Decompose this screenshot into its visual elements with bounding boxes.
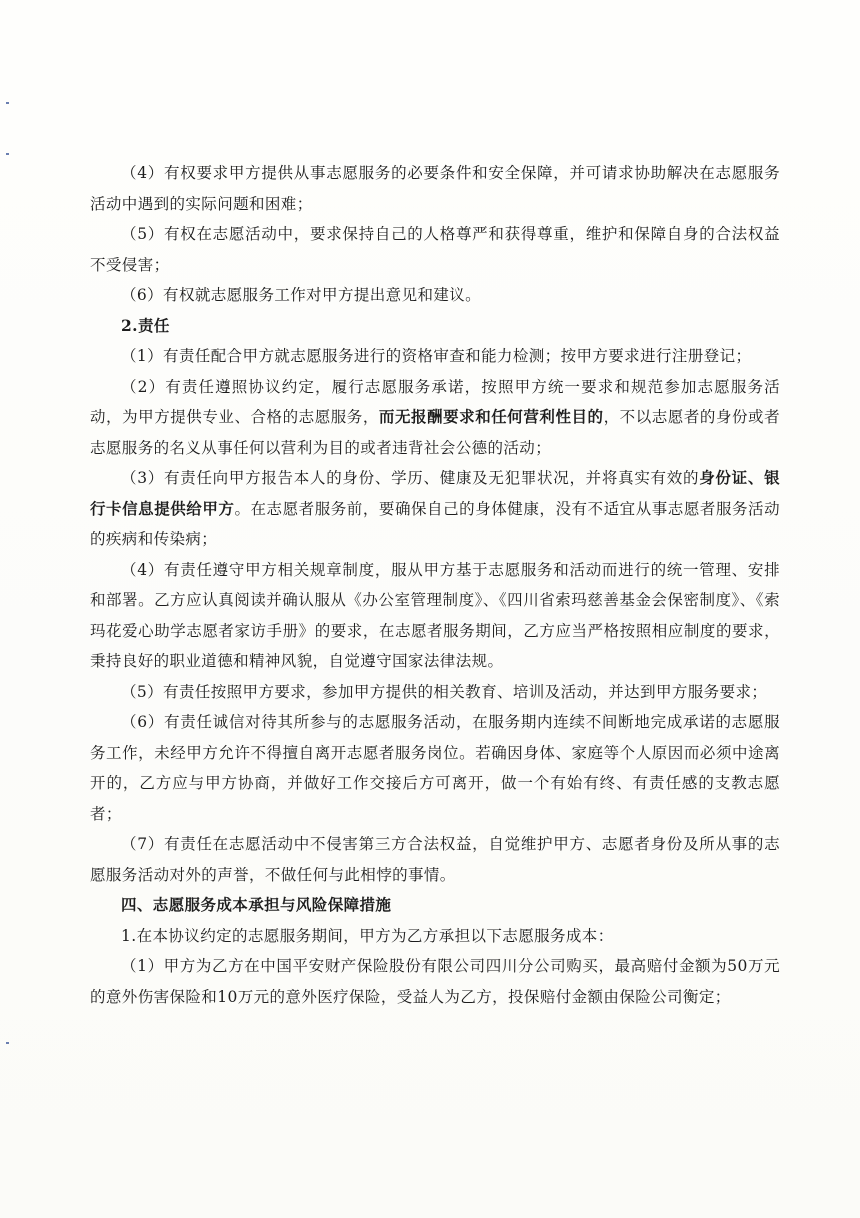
section-4-paragraph-1: 1.在本协议约定的志愿服务期间，甲方为乙方承担以下志愿服务成本： [121, 926, 614, 945]
rights-item-4: （4）有权要求甲方提供从事志愿服务的必要条件和安全保障，并可请求协助解决在志愿服务活动中遇到的实际问题和困难； [90, 164, 780, 213]
resp3-bold-text: 身份证、银行卡信息提供给甲方 [90, 468, 780, 518]
scan-mark [6, 153, 9, 155]
scan-mark [6, 1042, 9, 1044]
rights-item-5: （5）有权在志愿活动中，要求保持自己的人格尊严和获得尊重，维护和保障自身的合法权益不受侵害； [90, 225, 780, 274]
document-body [90, 158, 780, 1012]
responsibility-item-6: （6）有责任诚信对待其所参与的志愿服务活动，在服务期内连续不间断地完成承诺的志愿服务工作，未经甲方允许不得擅自离开志愿者服务岗位。若确因身体、家庭等个人原因而必须中途离开的，乙方应与甲方协商，并做好工作交接后方可离开，做一个有始有终、有责任感的支教志愿者； [90, 713, 780, 823]
responsibility-item-4: （4）有责任遵守甲方相关规章制度，服从甲方基于志愿服务和活动而进行的统一管理、安排和部署。乙方应认真阅读并确认服从《办公室管理制度》、《四川省索玛慈善基金会保密制度》、《索玛花爱心助学志愿者家访手册》的要求，在志愿者服务期间，乙方应当严格按照相应制度的要求，秉持良好的职业道德和精神风貌，自觉遵守国家法律法规。 [90, 560, 780, 670]
resp3-text-b: 。在志愿者服务前，要确保自己的身体健康，没有不适宜从事志愿者服务活动的疾病和传染病； [90, 499, 780, 548]
responsibility-item-7: （7）有责任在志愿活动中不侵害第三方合法权益，自觉维护甲方、志愿者身份及所从事的志愿服务活动对外的声誉，不做任何与此相悖的事情。 [90, 835, 780, 884]
responsibility-item-3 [90, 463, 780, 555]
resp2-bold-text: 而无报酬要求和任何营利性目的 [378, 407, 604, 426]
responsibility-item-2 [90, 372, 780, 464]
scan-mark [6, 102, 9, 104]
responsibility-item-1: （1）有责任配合甲方就志愿服务进行的资格审查和能力检测；按甲方要求进行注册登记； [121, 347, 752, 365]
resp3-text-a: （3）有责任向甲方报告本人的身份、学历、健康及无犯罪状况，并将真实有效的 [121, 469, 700, 487]
resp2-text-a: （2）有责任遵照协议约定，履行志愿服务承诺，按照甲方统一要求和规范参加志愿服务活动，为甲方提供专业、合格的志愿服务， [90, 377, 780, 426]
rights-item-6: （6）有权就志愿服务工作对甲方提出意见和建议。 [121, 286, 482, 304]
responsibility-item-5: （5）有责任按照甲方要求，参加甲方提供的相关教育、培训及活动，并达到甲方服务要求； [121, 682, 768, 701]
responsibility-heading: 2.责任 [121, 315, 170, 335]
section-4-paragraph-2: （1）甲方为乙方在中国平安财产保险股份有限公司四川分公司购买，最高赔付金额为50万元的意外伤害保险和10万元的意外医疗保险，受益人为乙方，投保赔付金额由保险公司衡定； [90, 957, 780, 1006]
section-4-heading: 四、志愿服务成本承担与风险保障措施 [121, 895, 392, 914]
resp2-text-b: ，不以志愿者的身份或者志愿服务的名义从事任何以营利为目的或者违背社会公德的活动； [90, 408, 781, 457]
